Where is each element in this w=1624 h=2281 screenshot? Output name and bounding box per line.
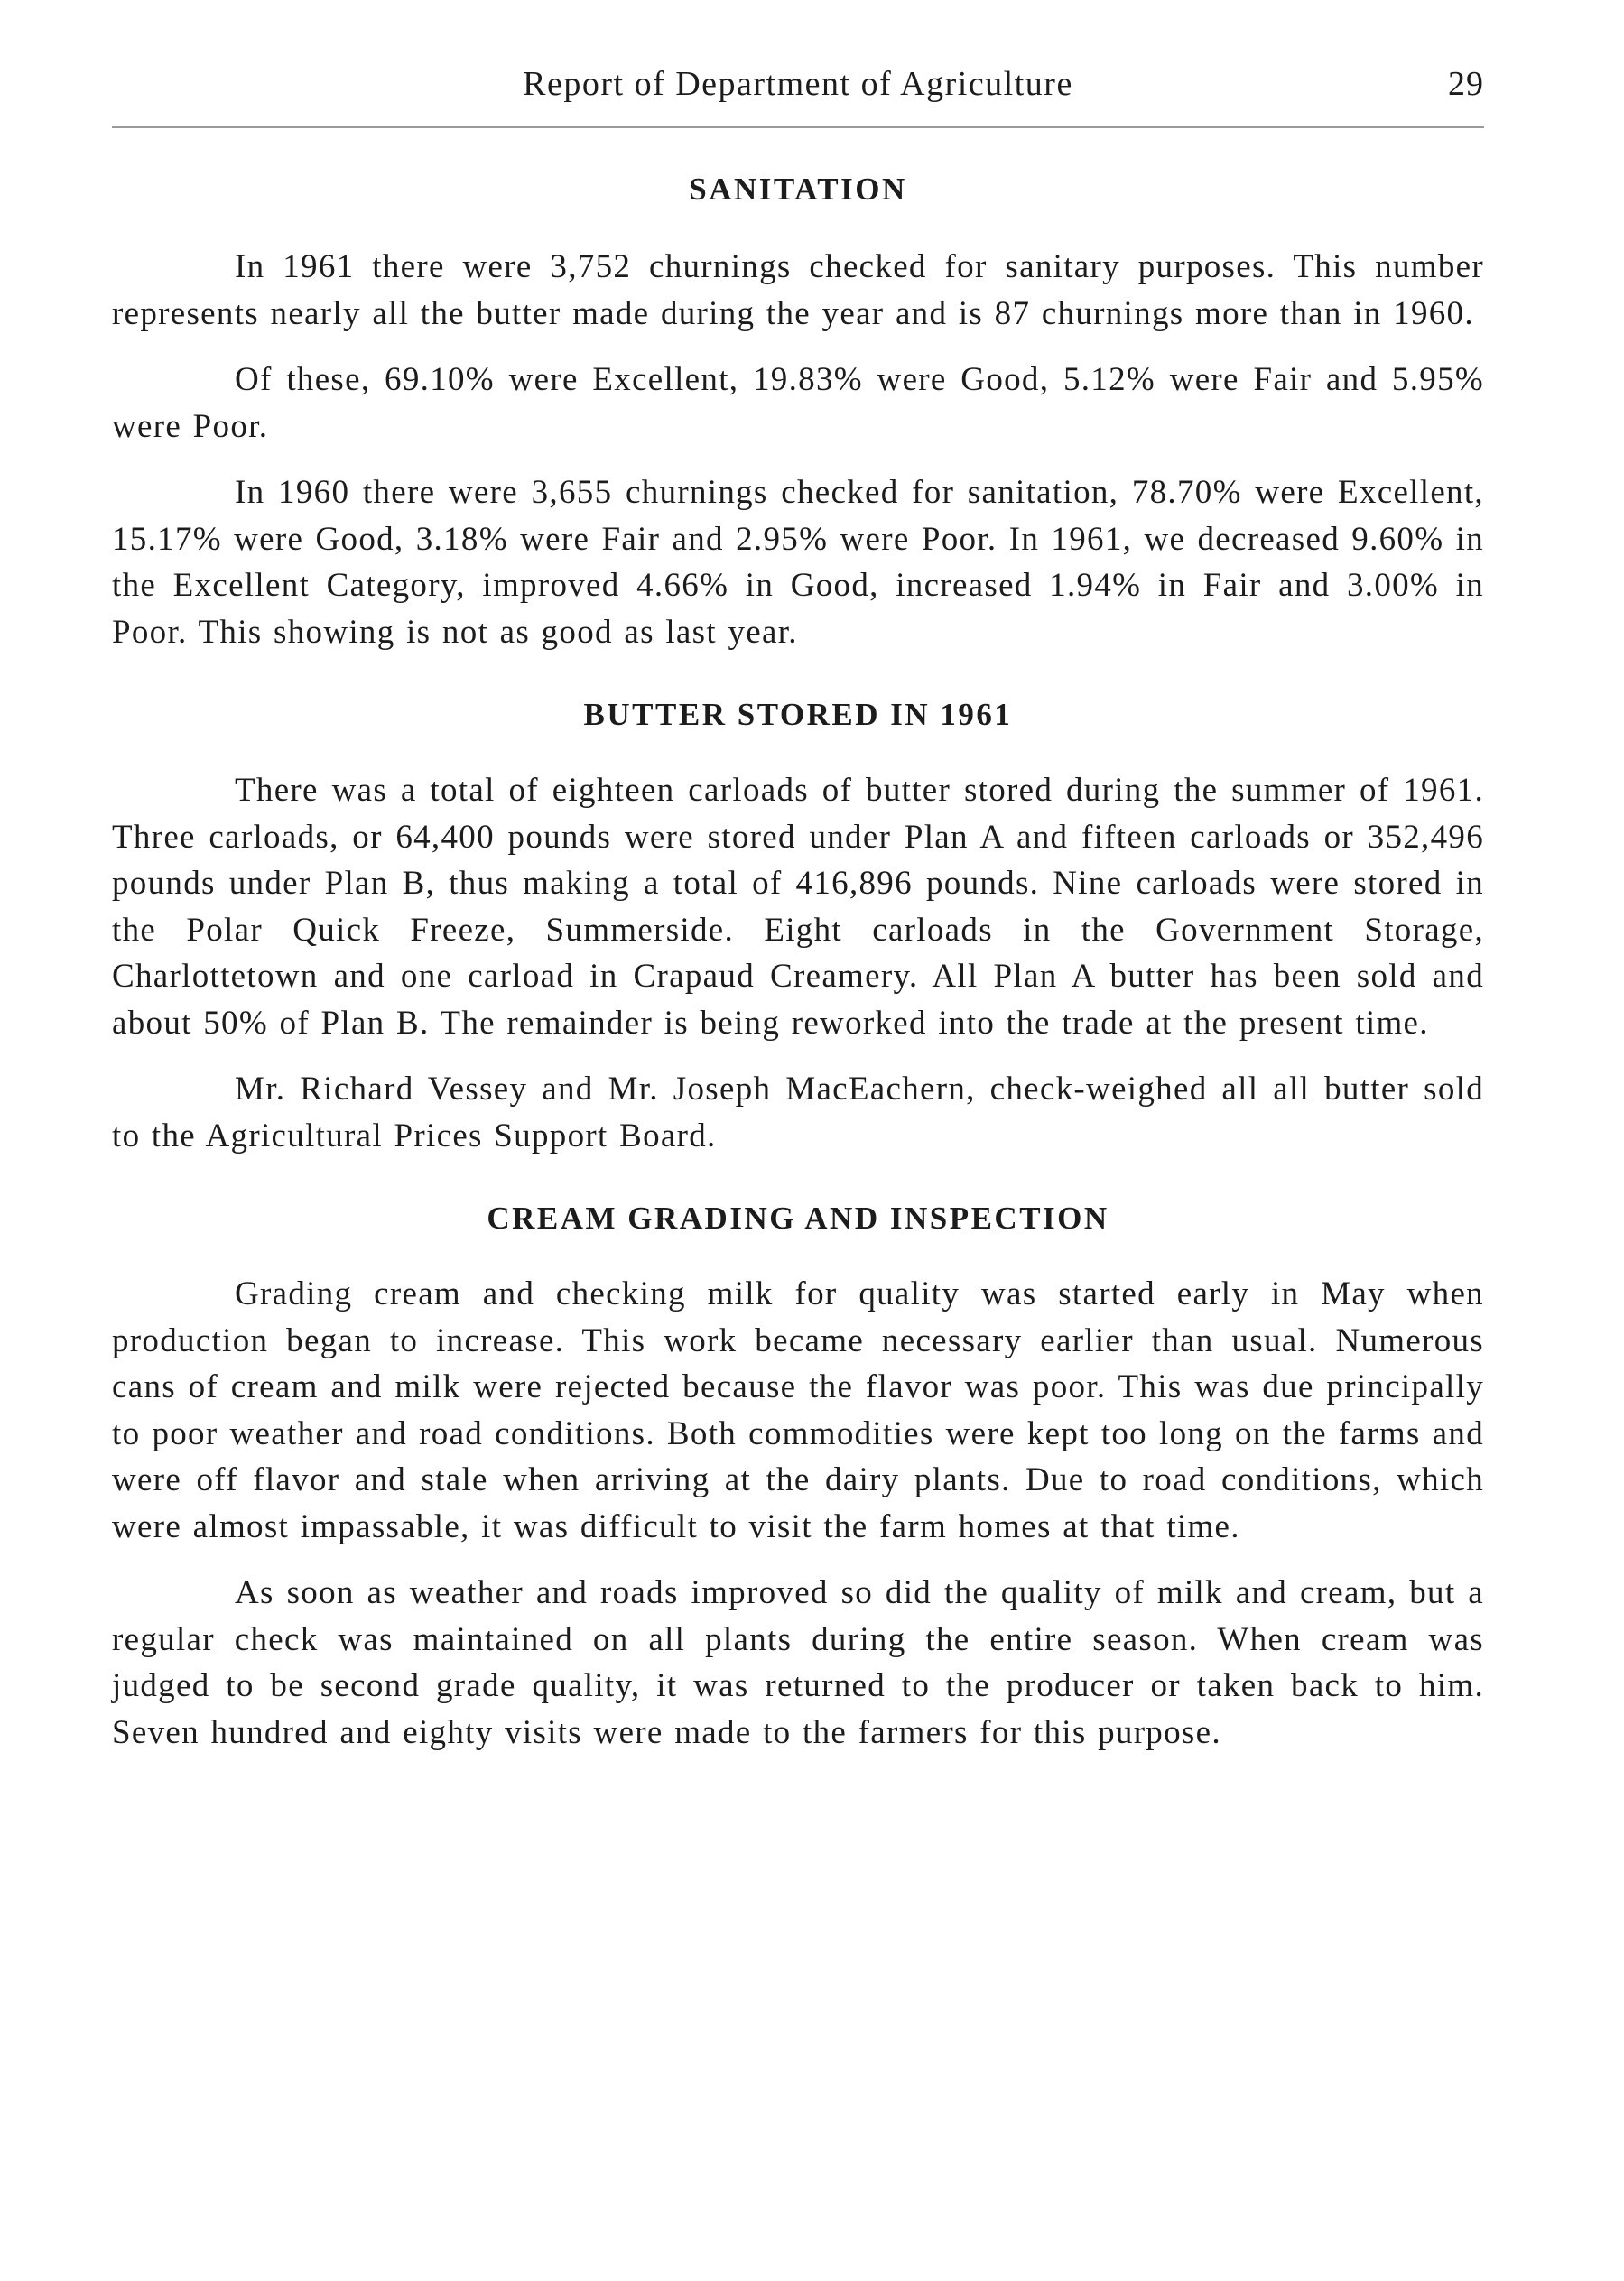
paragraph: As soon as weather and roads improved so did the quality of milk and cream, but a regular check was maintained on all plants during the entire season. When cream was judged to be second grade quality, it was returned to the producer or taken back to him. Seven hundred and eighty visits were made to the farmers for this purpose. (112, 1574, 1484, 1751)
section-cream-grading (112, 1199, 1484, 1756)
running-title: Report of Department of Agriculture (523, 65, 1073, 103)
paragraph: Of these, 69.10% were Excellent, 19.83% were Good, 5.12% were Fair and 5.95% were Poor. (112, 361, 1484, 445)
document-page (112, 63, 1484, 1756)
section-heading: CREAM GRADING AND INSPECTION (487, 1201, 1109, 1236)
paragraph: In 1961 there were 3,752 churnings checked for sanitary purposes. This number represents nearly all the butter made during the year and is 87 churnings more than in 1960. (112, 248, 1484, 332)
paragraph: Grading cream and checking milk for quality was started early in May when production began to increase. This work became necessary earlier than usual. Numerous cans of cream and milk were rejected because the flavor was poor. This was due principally to poor weather and road conditions. Both commodities were kept too long on the farms and were off flavor and stale when arriving at the dairy plants. Due to road conditions, which were almost impassable, it was difficult to visit the farm homes at that time. (112, 1275, 1484, 1545)
section-butter-stored (112, 695, 1484, 1159)
section-heading: SANITATION (689, 172, 907, 207)
paragraph: Mr. Richard Vessey and Mr. Joseph MacEachern, check-weighed all all butter sold to the Agricultural Prices Support Board. (112, 1071, 1484, 1154)
paragraph: There was a total of eighteen carloads of butter stored during the summer of 1961. Three carloads, or 64,400 pounds were stored under Plan A and fifteen carloads or 352,496 pounds under Plan B, thus making a total of 416,896 pounds. Nine carloads were stored in the Polar Quick Freeze, Summerside. Eight carloads in the Government Storage, Charlottetown and one carload in Crapaud Creamery. All Plan A butter has been sold and about 50% of Plan B. The remainder is being reworked into the trade at the present time. (112, 772, 1484, 1042)
section-sanitation (112, 170, 1484, 655)
section-heading: BUTTER STORED IN 1961 (583, 697, 1013, 732)
paragraph: In 1960 there were 3,655 churnings checked for sanitation, 78.70% were Excellent, 15.17% were Good, 3.18% were Fair and 2.95% were Poor. In 1961, we decreased 9.60% in the Excellent Category, improved 4.66% in Good, increased 1.94% in Fair and 3.00% in Poor. This showing is not as good as last year. (112, 474, 1484, 651)
running-header (112, 63, 1484, 128)
page-number: 29 (1448, 65, 1484, 103)
